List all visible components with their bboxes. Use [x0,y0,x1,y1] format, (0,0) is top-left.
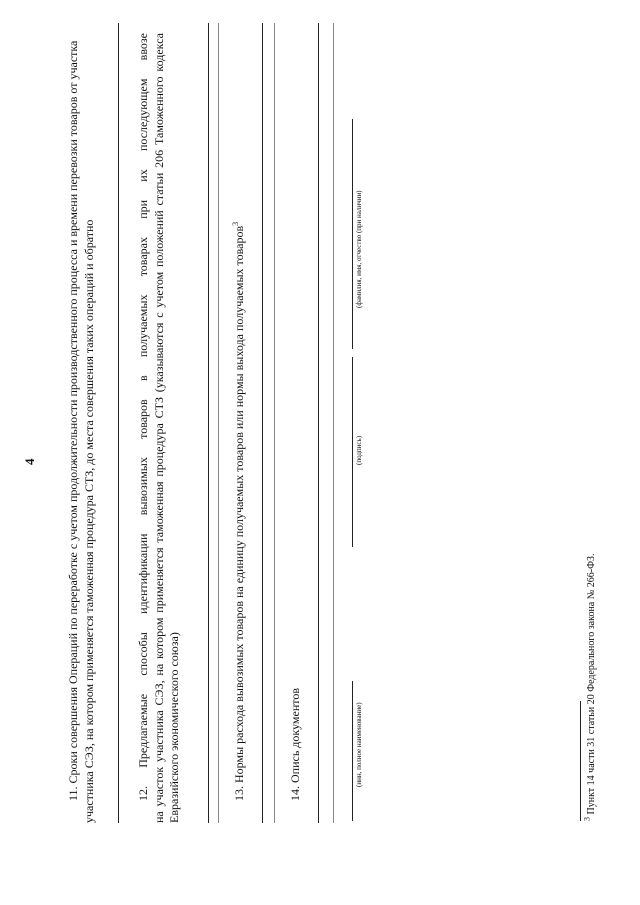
section-11 [66,33,97,823]
footnote-marker: 3 [231,221,240,226]
footnote [582,553,597,821]
section-13-text: 13. Нормы расхода вывозимых товаров на единицу получаемых товаров или нормы выхода получаемых товаров [232,225,246,801]
footnote-text: Пункт 14 части 31 статьи 20 Федерального закона № 266-ФЗ. [586,553,597,815]
signature-sign-line [352,357,353,547]
section-11-fill-line [118,23,119,823]
signature-name-line [352,119,353,349]
section-12-line1: 12. Предлагаемые способы идентификации вывозимых товаров в получаемых товарах при их последующем ввозе [136,33,150,801]
signature-sign-caption: (подпись) [355,435,363,465]
section-12 [136,33,183,823]
signature-org-caption: (инн, полное наименование) [355,702,363,787]
section-14 [288,33,304,823]
footnote-separator [580,701,581,821]
section-14-fill-line [318,23,319,823]
section-12-fill-line [208,23,209,823]
section-13-fill-line [262,23,263,823]
section-13 [232,33,248,823]
section-14-text: 14. Опись документов [288,687,302,801]
signature-name-caption: (фамилия, имя, отчество (при наличии) [355,190,363,308]
page-number: 4 [22,458,37,465]
section-14-fill-line-2 [333,23,334,823]
section-12-rest: на участок участника СЭЗ, на котором применяется таможенная процедура СТЗ (указываются с учетом положений статьи 206 Таможенного кодекса Евразийского экономического союза) [151,33,181,823]
footnote-number: 3 [582,817,592,821]
signature-org-line [352,681,353,821]
section-13-fill-line-2 [274,23,275,823]
section-11-text: 11. Сроки совершения Операций по переработке с учетом продолжительности производственного процесса и времени перевозки товаров от участка участника СЭЗ, на котором применяется таможенная процедура СТЗ, до места совершения таких операций и обратно [66,40,96,823]
section-12-fill-line-2 [218,23,219,823]
